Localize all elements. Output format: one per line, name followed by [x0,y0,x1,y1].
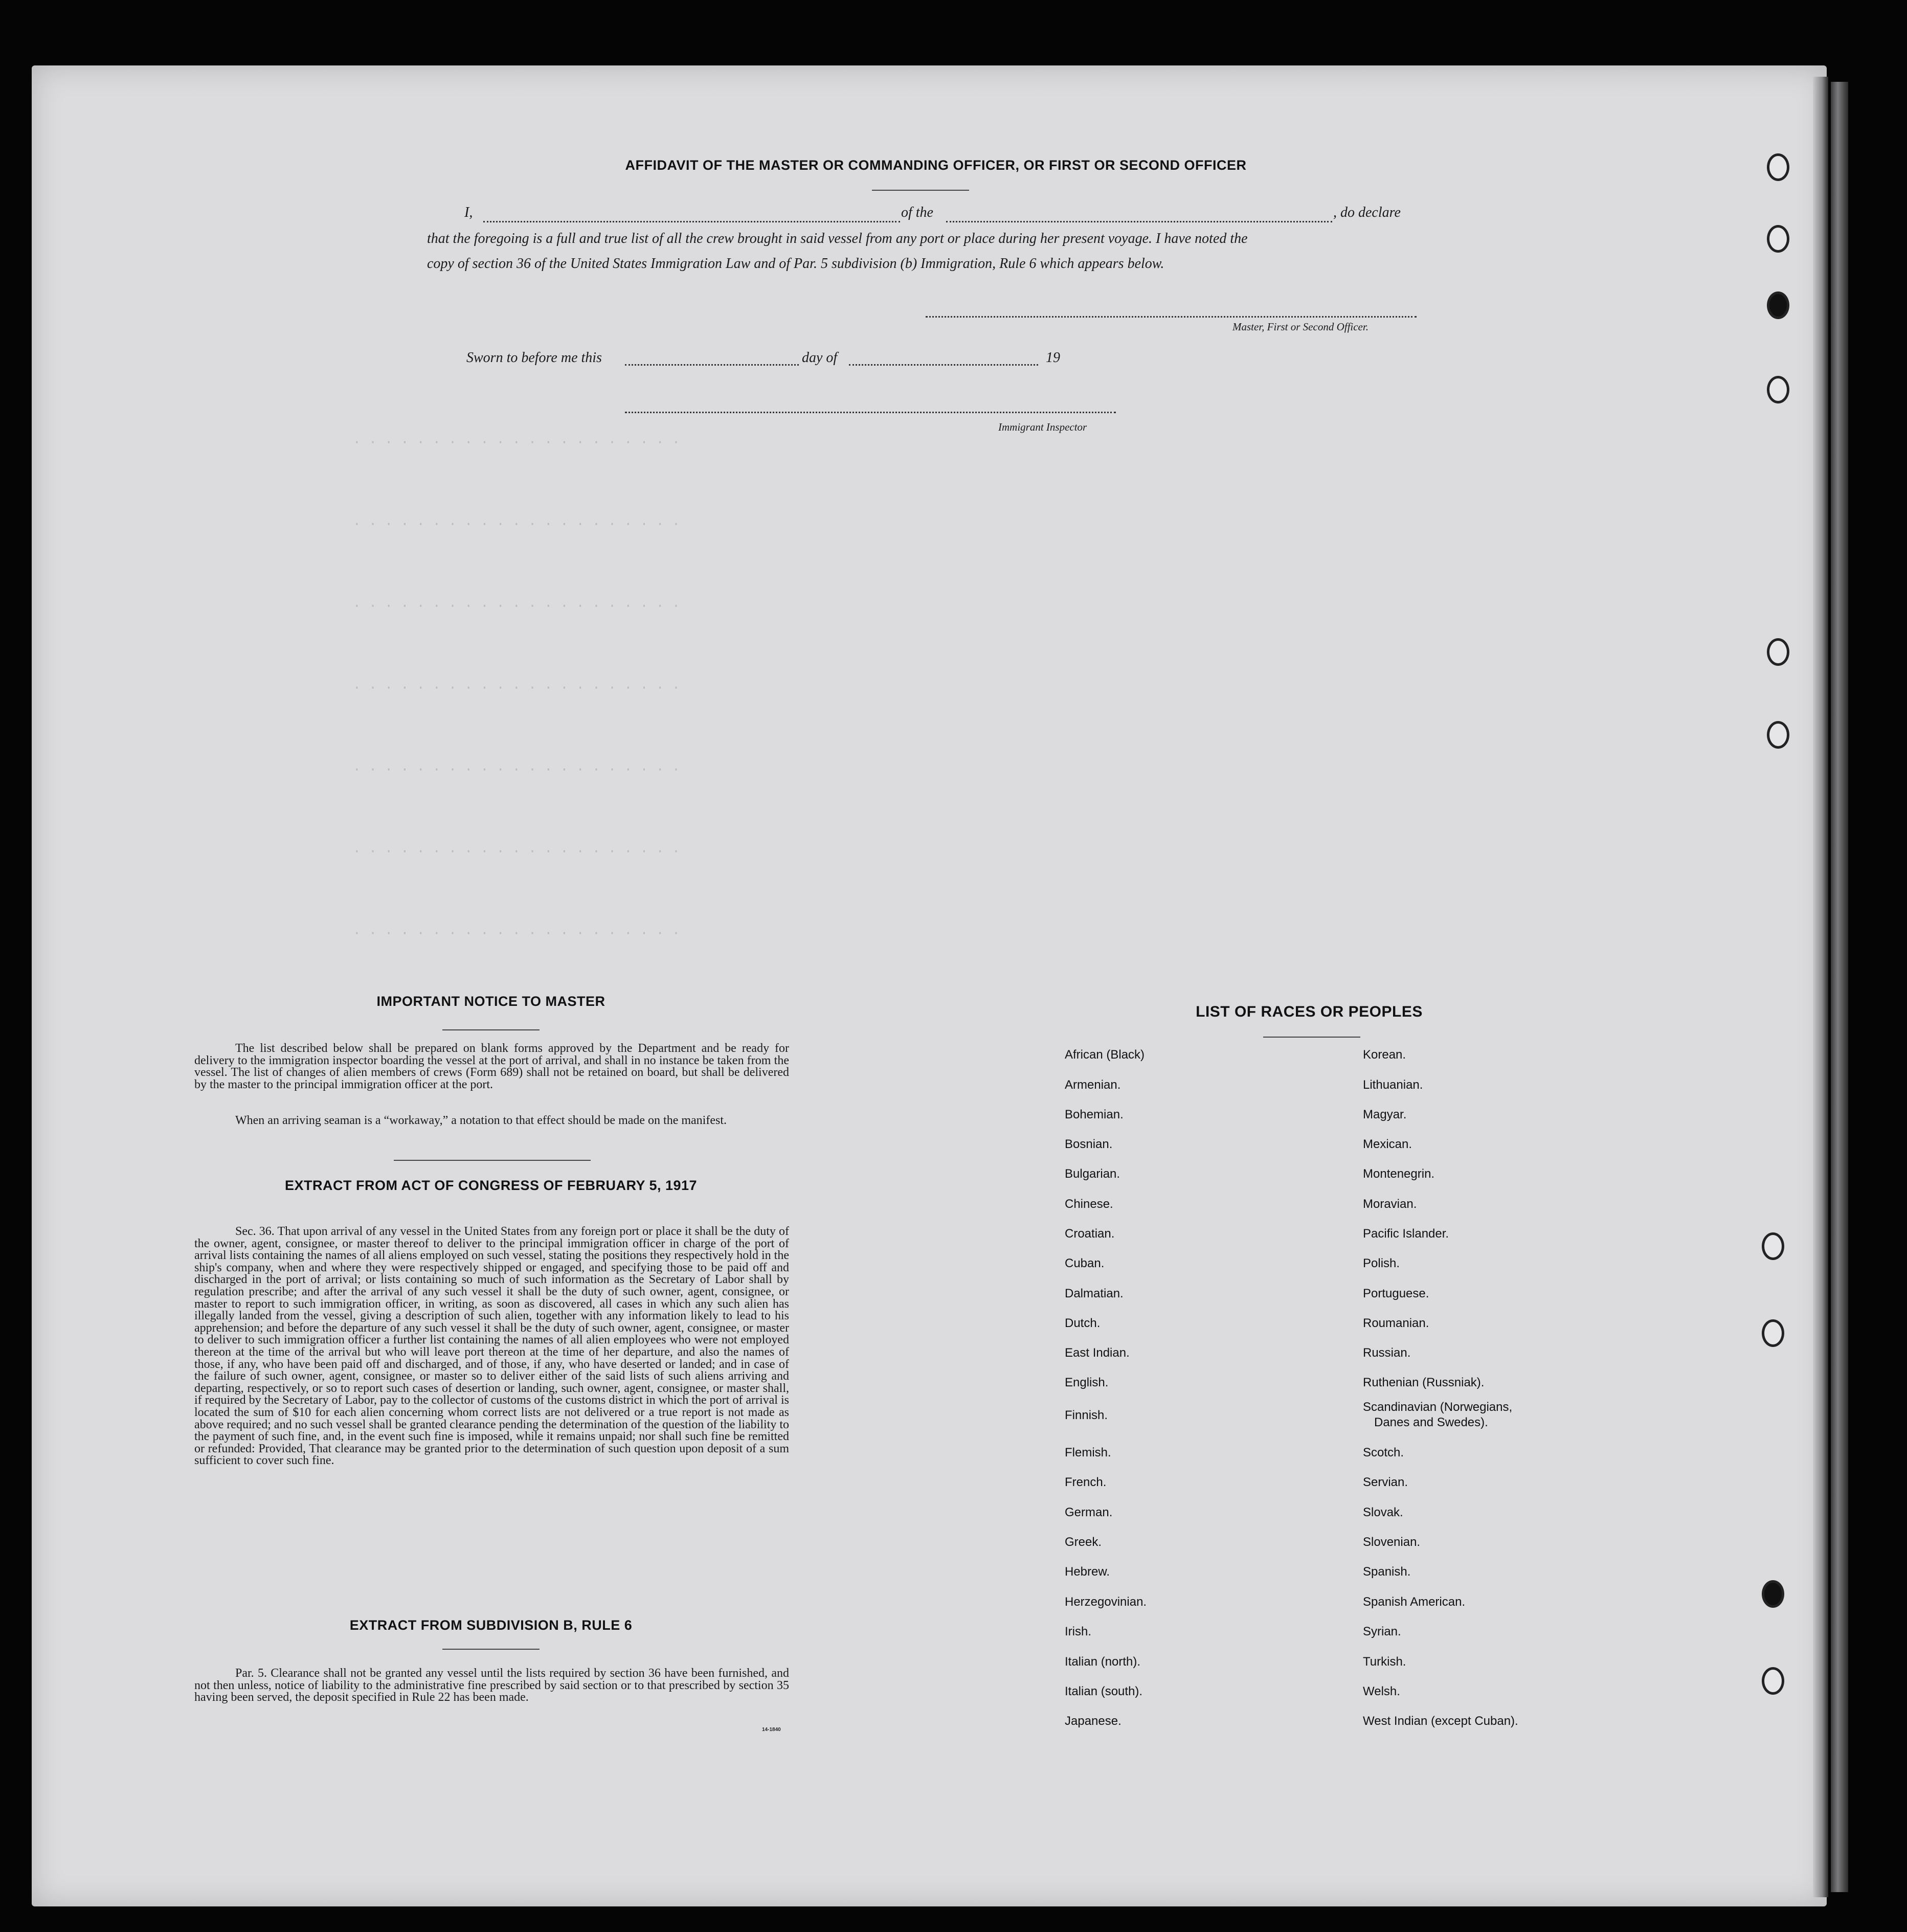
section-divider [394,1160,591,1161]
affidavit-line-3: copy of section 36 of the United States Immigration Law and of Par. 5 subdivision (b) Immigration, Rule 6 which appears below. [427,256,1164,272]
race-right-item: Moravian. [1363,1197,1417,1211]
race-left-item: East Indian. [1065,1346,1130,1360]
race-left-item: Italian (south). [1065,1684,1143,1698]
binder-hole-icon [1762,1319,1784,1347]
race-right-item: Slovak. [1363,1506,1403,1519]
race-left-item: African (Black) [1065,1048,1145,1062]
race-right-item: Polish. [1363,1256,1400,1270]
act-extract-text: Sec. 36. That upon arrival of any vessel in the United States from any foreign port or place it shall be the duty of the owner, agent, consignee, or master thereof to deliver to the principal immigration officer in charge of the port of arrival lists containing the names of all aliens employed on such vessel, stating the positions they respectively hold in the ship's company, when and where they were respectively shipped or engaged, and specifying those to be paid off and discharged in the port of arrival; or lists containing so much of such information as the Secretary of Labor shall by regulation prescribe; and after the arrival of any such vessel it shall be the duty of such owner, agent, consignee, or master to report to such immigration officer, in writing, as soon as discovered, all cases in which any such alien has illegally landed from the vessel, giving a description of such alien, together with any information likely to lead to his apprehension; and before the departure of any such vessel it shall be the duty of such owner, agent, consignee, or master to deliver to such immigration officer a further list containing the names of all alien employees who were not employed thereon at the time of the arrival but who will leave port thereon at the time of her departure, and also the names of those, if any, who have been paid off and discharged, and of those, if any, who have deserted or landed; and in case of the failure of such owner, agent, consignee, or master so to deliver either of the said lists of such aliens arriving and departing, respectively, or so to report such cases of desertion or landing, such owner, agent, consignee, or master shall, if required by the Secretary of Labor, pay to the collector of customs of the customs district in which the port of arrival is located the sum of $10 for each alien concerning whom correct lists are not delivered or a true report is not made as above required; and no such vessel shall be granted clearance pending the determination of the question of the liability to the payment of such fine, and, in the event such fine is imposed, while it remains unpaid; nor shall such fine be remitted or refunded: Provided, That clearance may be granted prior to the determination of such question upon deposit of a sum sufficient to cover such fine. [194,1225,789,1468]
race-left-item: Italian (north). [1065,1655,1141,1669]
race-right-item: Scandinavian (Norwegians, [1363,1400,1513,1414]
race-left-item: Herzegovinian. [1065,1595,1147,1609]
rule-extract-text: Par. 5. Clearance shall not be granted any vessel until the lists required by section 36 have been furnished, and not then unless, notice of liability to the administrative fine prescribed by said section or to that prescribed by section 35 having been served, the deposit specified in Rule 22 has been made. [194,1667,789,1704]
sworn-month-blank [849,364,1038,366]
race-left-item: Dalmatian. [1065,1287,1124,1300]
rule-extract-title: EXTRACT FROM SUBDIVISION B, RULE 6 [349,1618,633,1633]
race-right-item: Ruthenian (Russniak). [1363,1376,1485,1389]
race-right-item: Scotch. [1363,1446,1404,1459]
race-right-item: Korean. [1363,1048,1406,1062]
page-edge [1813,77,1828,1897]
affidavit-line-2: that the foregoing is a full and true list of all the crew brought in said vessel from any port or place during her present voyage. I have noted the [427,231,1248,246]
rule-title-rule [442,1649,540,1650]
affidavit-i: I, [464,205,473,220]
race-left-item: Chinese. [1065,1197,1113,1211]
race-right-item: West Indian (except Cuban). [1363,1714,1518,1728]
sworn-day-of: day of [802,350,838,366]
race-left-item: Bohemian. [1065,1108,1124,1121]
race-right-item: Welsh. [1363,1684,1400,1698]
race-right-item: Magyar. [1363,1108,1407,1121]
binder-hole-icon [1767,721,1789,749]
notice-paragraph-2: When an arriving seaman is a “workaway,” a notation to that effect should be made on the manifest. [235,1114,727,1127]
race-left-item: English. [1065,1376,1109,1389]
race-right-item: Pacific Islander. [1363,1227,1449,1241]
binder-hole-icon [1762,1580,1784,1608]
race-left-item: Finnish. [1065,1408,1108,1422]
binder-hole-icon [1767,376,1789,403]
race-left-item: German. [1065,1506,1113,1519]
binder-hole-icon [1767,153,1789,181]
races-title-rule [1263,1037,1360,1038]
notice-title: IMPORTANT NOTICE TO MASTER [376,994,605,1009]
race-right-item: Mexican. [1363,1137,1412,1151]
sworn-date-blank [625,364,799,366]
master-signature-blank [926,316,1417,318]
binder-hole-icon [1762,1232,1784,1260]
race-left-item: French. [1065,1475,1107,1489]
race-right-item: Russian. [1363,1346,1411,1360]
inspector-signature-blank [625,412,1116,413]
race-right-item: Lithuanian. [1363,1078,1423,1092]
race-right-item: Montenegrin. [1363,1167,1435,1181]
race-left-item: Greek. [1065,1535,1102,1549]
race-left-item: Dutch. [1065,1316,1101,1330]
notice-rule [442,1029,540,1030]
sworn-prefix: Sworn to before me this [466,350,602,366]
race-left-item: Flemish. [1065,1446,1111,1459]
binder-hole-icon [1767,638,1789,666]
race-right-item: Portuguese. [1363,1287,1429,1300]
race-left-item: Cuban. [1065,1256,1105,1270]
race-left-item: Bulgarian. [1065,1167,1120,1181]
race-right-item: Turkish. [1363,1655,1406,1669]
race-right-item: Slovenian. [1363,1535,1421,1549]
race-right-item: Danes and Swedes). [1374,1416,1488,1429]
form-number: 14-1840 [762,1727,781,1733]
affidavit-do-declare: , do declare [1333,205,1401,220]
race-left-item: Croatian. [1065,1227,1115,1241]
affidavit-declaration-line [464,205,473,221]
race-right-item: Spanish. [1363,1565,1411,1579]
binder-hole-icon [1762,1667,1784,1695]
race-right-item: Syrian. [1363,1625,1401,1638]
races-title: LIST OF RACES OR PEOPLES [1196,1003,1423,1020]
race-left-item: Armenian. [1065,1078,1121,1092]
race-left-item: Irish. [1065,1625,1092,1638]
notice-paragraph-1: The list described below shall be prepared on blank forms approved by the Department and be ready for delivery to the immigration inspector boarding the vessel at the port of arrival, and shall in no instance be taken from the vessel. The list of changes of alien members of crews (Form 689) shall not be retained on board, but shall be delivered by the master to the principal immigration officer at the port. [194,1042,789,1091]
binder-hole-icon [1767,225,1789,253]
affidavit-of-the: of the [901,205,933,220]
race-left-item: Hebrew. [1065,1565,1110,1579]
race-right-item: Spanish American. [1363,1595,1466,1609]
vessel-blank [946,221,1332,222]
inspector-signature-label: Immigrant Inspector [998,421,1087,433]
binder-hole-icon [1767,291,1789,319]
name-blank [483,221,900,222]
binding-edge [1831,82,1848,1892]
master-signature-label: Master, First or Second Officer. [1232,321,1368,333]
race-left-item: Bosnian. [1065,1137,1113,1151]
sworn-year: 19 [1046,350,1060,366]
race-right-item: Servian. [1363,1475,1408,1489]
title-rule [872,190,969,191]
act-extract-title: EXTRACT FROM ACT OF CONGRESS OF FEBRUARY 5, 1917 [284,1178,698,1193]
race-left-item: Japanese. [1065,1714,1121,1728]
race-right-item: Roumanian. [1363,1316,1429,1330]
affidavit-title: AFFIDAVIT OF THE MASTER OR COMMANDING OFFICER, OR FIRST OR SECOND OFFICER [625,158,1247,173]
